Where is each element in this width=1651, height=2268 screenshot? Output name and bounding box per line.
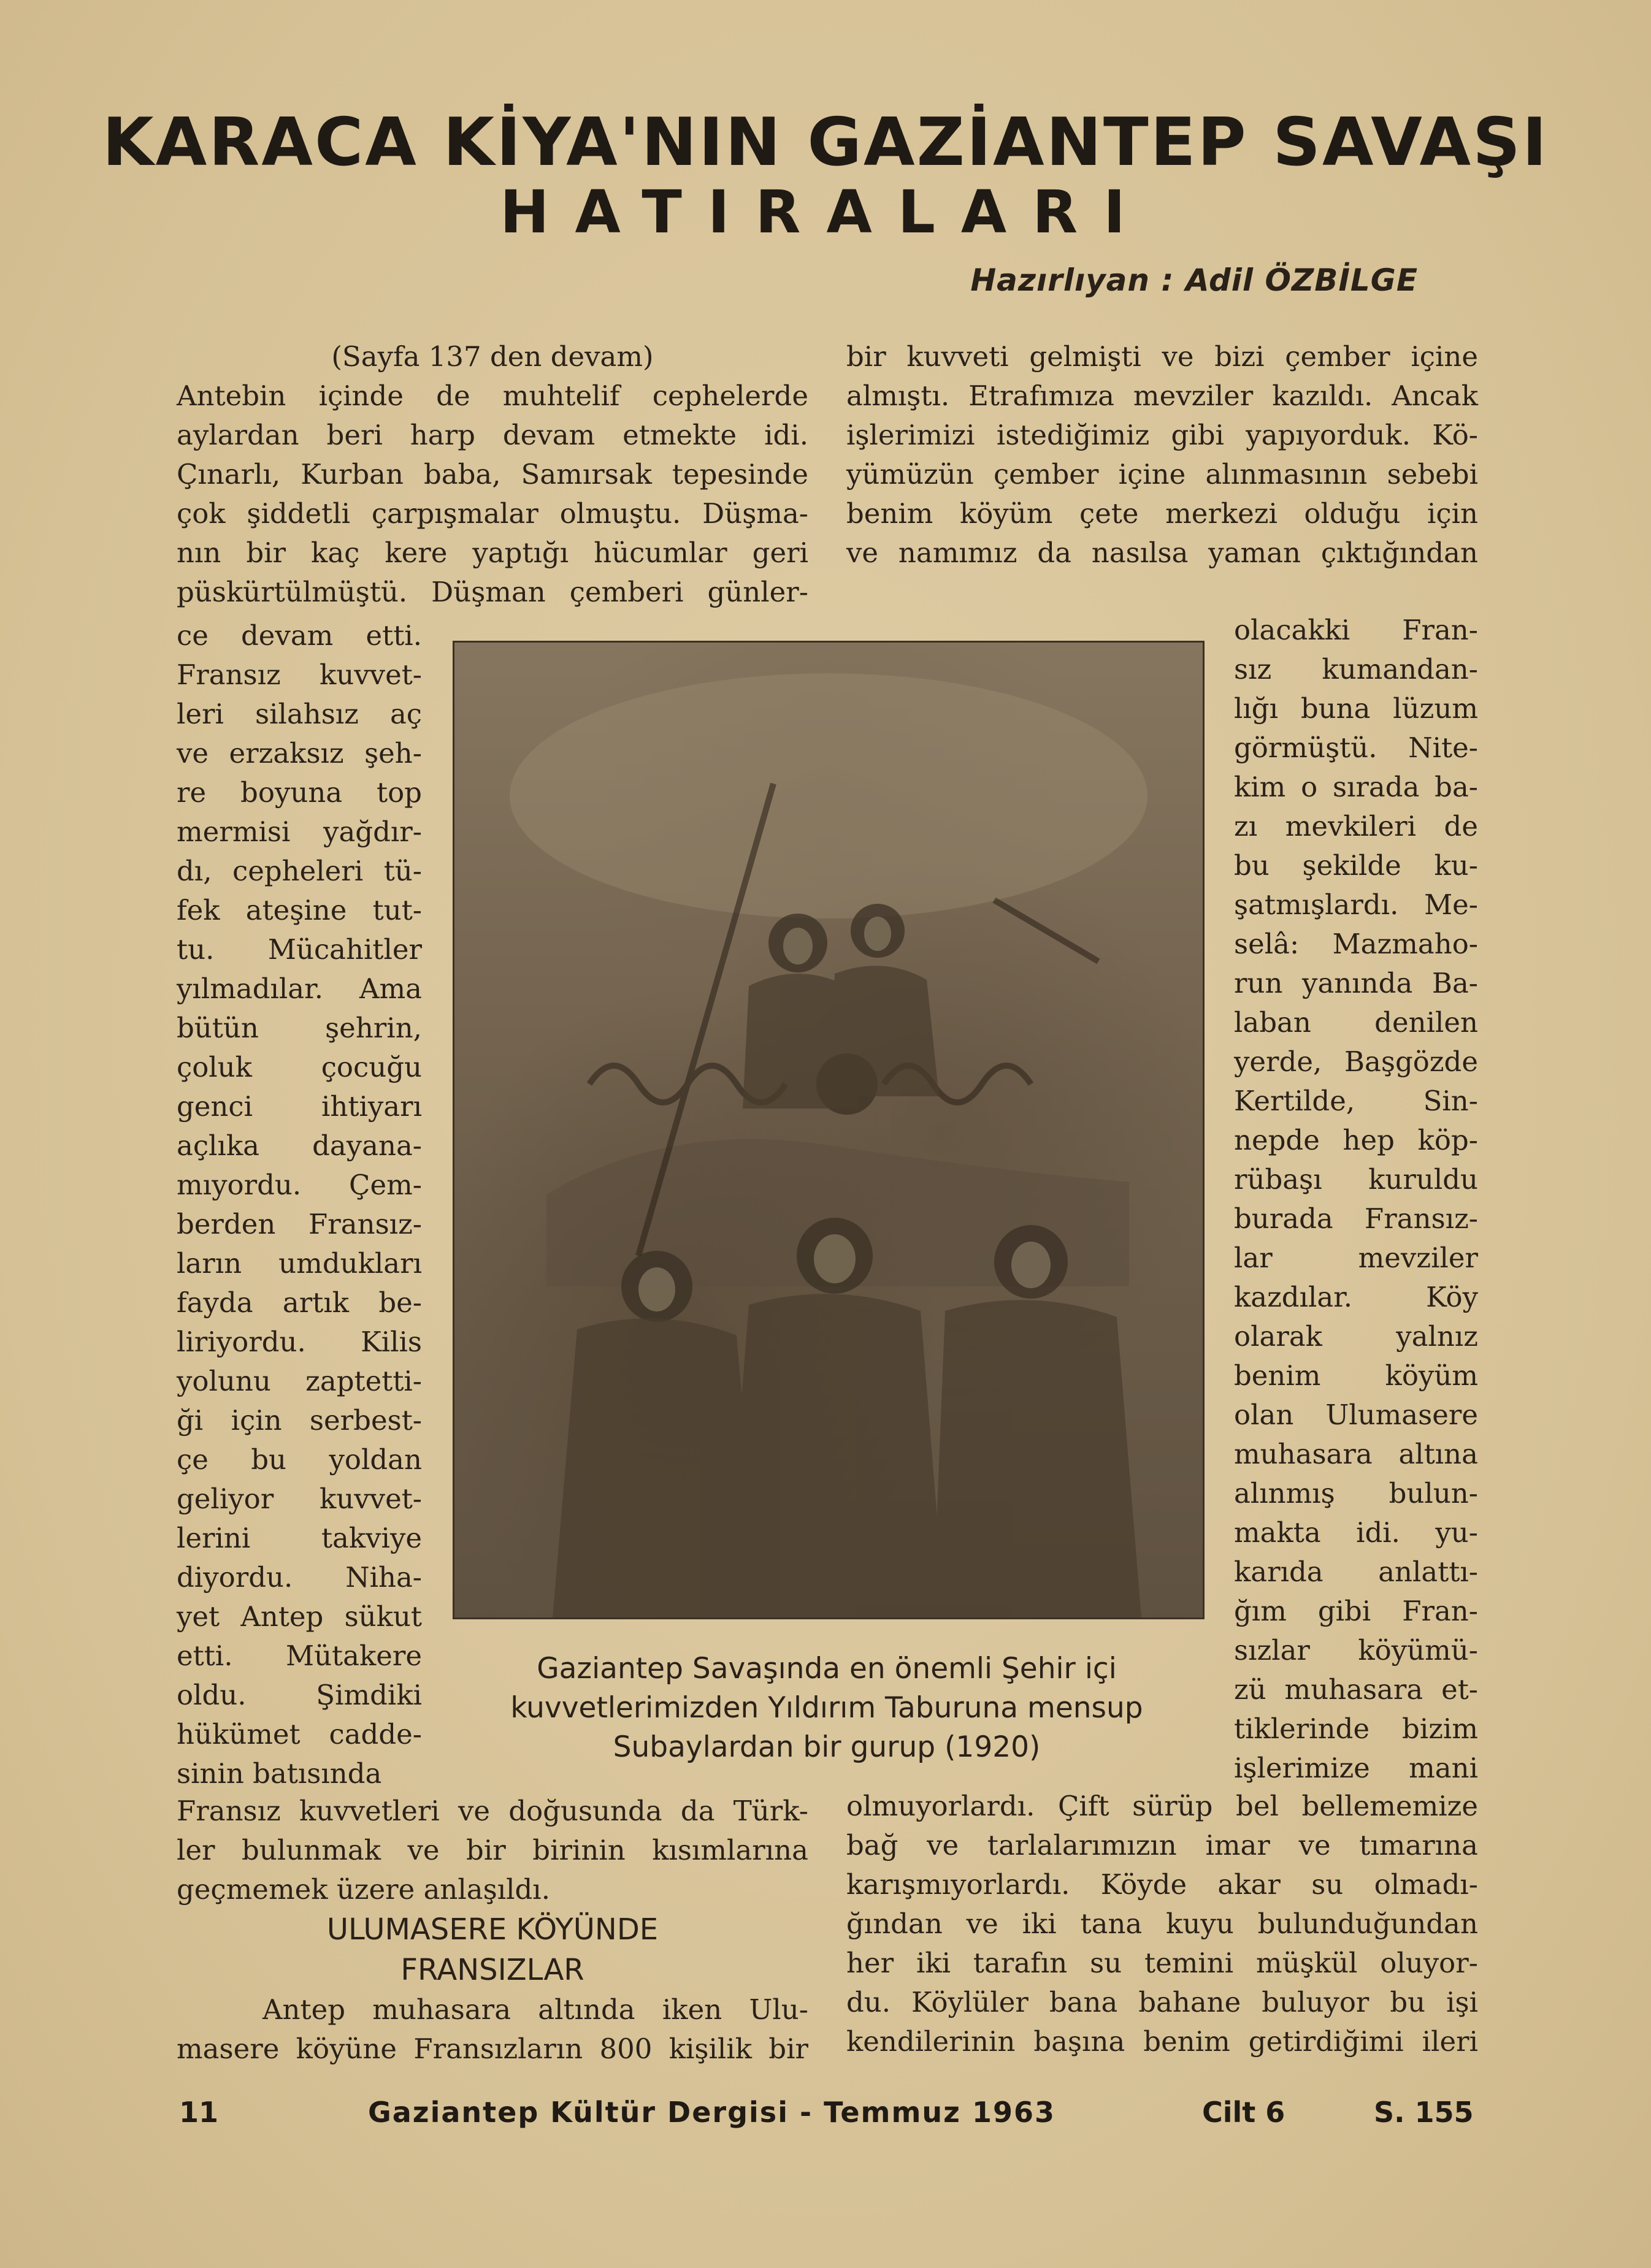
text-line: oldu. Şimdiki bbox=[177, 1679, 422, 1711]
text-line: tu. Mücahitler bbox=[177, 933, 422, 966]
text-line: benim köyüm bbox=[1234, 1359, 1478, 1392]
section-heading: FRANSIZLAR bbox=[400, 1953, 584, 1987]
text-line: du. Köylüler bana bahane buluyor bu işi bbox=[846, 1986, 1478, 2018]
text-line: bu şekilde ku- bbox=[1234, 849, 1478, 882]
text-line: genci ihtiyarı bbox=[177, 1090, 422, 1123]
text-line: ve namımız da nasılsa yaman çıktığından bbox=[846, 536, 1478, 569]
text-line: nın bir kaç kere yaptığı hücumlar geri bbox=[177, 536, 808, 569]
text-line: burada Fransız- bbox=[1234, 1202, 1478, 1235]
text-line: ğım gibi Fran- bbox=[1234, 1595, 1478, 1627]
text-line: karıda anlattı- bbox=[1234, 1556, 1478, 1588]
text-line: zı mevkileri de bbox=[1234, 810, 1478, 842]
text-line: sız kumandan- bbox=[1234, 653, 1478, 685]
article-title: KARACA KİYA'NIN GAZİANTEP SAVAŞI bbox=[102, 104, 1549, 181]
text-line: ve erzaksız şeh- bbox=[177, 737, 422, 769]
caption-line: Subaylardan bir gurup (1920) bbox=[613, 1730, 1041, 1764]
text-line: lerini takviye bbox=[177, 1522, 422, 1554]
text-line: (Sayfa 137 den devam) bbox=[331, 340, 654, 373]
text-line: çoluk çocuğu bbox=[177, 1051, 422, 1083]
photo-caption bbox=[453, 1649, 1201, 1767]
text-line: nepde hep köp- bbox=[1234, 1124, 1478, 1156]
text-line: fek ateşine tut- bbox=[177, 894, 422, 926]
text-line: yılmadılar. Ama bbox=[177, 972, 422, 1005]
text-line: etti. Mütakere bbox=[177, 1640, 422, 1672]
text-line: çok şiddetli çarpışmalar olmuştu. Düşma- bbox=[177, 497, 808, 530]
text-line: makta idi. yu- bbox=[1234, 1516, 1478, 1549]
text-line: işlerimize mani bbox=[1234, 1752, 1478, 1784]
right-column-bottom bbox=[846, 1787, 1478, 2061]
text-line: muhasara altına bbox=[1234, 1438, 1478, 1470]
text-line: dı, cepheleri tü- bbox=[177, 855, 422, 887]
right-column-narrow bbox=[1234, 611, 1478, 1788]
text-line: ler bulunmak ve bir birinin kısımlarına bbox=[177, 1834, 808, 1866]
volume-label: Cilt 6 bbox=[1202, 2096, 1285, 2129]
caption-line: kuvvetlerimizden Yıldırım Taburuna mensup bbox=[510, 1691, 1143, 1725]
left-column-bottom bbox=[177, 1792, 808, 2069]
byline: Hazırlıyan : Adil ÖZBİLGE bbox=[970, 262, 1418, 298]
text-line: bağ ve tarlalarımızın imar ve tımarına bbox=[846, 1829, 1478, 1861]
historical-group-photo bbox=[453, 641, 1205, 1619]
text-line: run yanında Ba- bbox=[1234, 967, 1478, 999]
text-line: Kertilde, Sin- bbox=[1234, 1085, 1478, 1117]
text-line: Çınarlı, Kurban baba, Samırsak tepesinde bbox=[177, 458, 808, 491]
text-line: benim köyüm çete merkezi olduğu için bbox=[846, 497, 1478, 530]
text-line: tiklerinde bizim bbox=[1234, 1712, 1478, 1745]
section-heading: ULUMASERE KÖYÜNDE bbox=[326, 1912, 659, 1947]
text-line: her iki tarafın su temini müşkül oluyor- bbox=[846, 1947, 1478, 1979]
text-line: püskürtülmüştü. Düşman çemberi günler- bbox=[177, 576, 808, 608]
text-line: ce devam etti. bbox=[177, 619, 422, 652]
text-line: ği için serbest- bbox=[177, 1404, 422, 1437]
text-line: olan Ulumasere bbox=[1234, 1399, 1478, 1431]
text-line: almıştı. Etrafımıza mevziler kazıldı. Ancak bbox=[846, 380, 1478, 412]
text-line: geçmemek üzere anlaşıldı. bbox=[177, 1873, 550, 1906]
text-line: lar mevziler bbox=[1234, 1242, 1478, 1274]
text-line: Fransız kuvvetleri ve doğusunda da Türk- bbox=[177, 1795, 808, 1827]
text-line: mıyordu. Çem- bbox=[177, 1169, 422, 1201]
text-line: kazdılar. Köy bbox=[1234, 1281, 1478, 1313]
text-line: karışmıyorlardı. Köyde akar su olmadı- bbox=[846, 1868, 1478, 1901]
text-line: açlıka dayana- bbox=[177, 1129, 422, 1162]
caption-line: Gaziantep Savaşında en önemli Şehir içi bbox=[537, 1652, 1117, 1686]
text-line: görmüştü. Nite- bbox=[1234, 731, 1478, 764]
page-number: 11 bbox=[179, 2096, 219, 2129]
text-line: yet Antep sükut bbox=[177, 1600, 422, 1633]
text-line: leri silahsız aç bbox=[177, 698, 422, 730]
text-line: olmuyorlardı. Çift sürüp bel bellememize bbox=[846, 1790, 1478, 1822]
text-line: aylardan beri harp devam etmekte idi. bbox=[177, 419, 808, 451]
left-column-top bbox=[177, 337, 808, 612]
text-line: yümüzün çember içine alınmasının sebebi bbox=[846, 458, 1478, 491]
text-line: çe bu yoldan bbox=[177, 1443, 422, 1476]
text-line: kim o sırada ba- bbox=[1234, 771, 1478, 803]
text-line: sinin batısında bbox=[177, 1757, 382, 1790]
magazine-issue: Gaziantep Kültür Dergisi - Temmuz 1963 bbox=[368, 2096, 1055, 2129]
photo-illustration bbox=[454, 643, 1203, 1617]
text-line: liriyordu. Kilis bbox=[177, 1326, 422, 1358]
text-line: laban denilen bbox=[1234, 1006, 1478, 1039]
text-line: işlerimizi istediğimiz gibi yapıyorduk. Kö- bbox=[846, 419, 1478, 451]
text-line: bir kuvveti gelmişti ve bizi çember içine bbox=[846, 340, 1478, 373]
text-line: kendilerinin başına benim getirdiğimi ileri bbox=[846, 2025, 1478, 2058]
text-line: alınmış bulun- bbox=[1234, 1477, 1478, 1510]
issue-number: S. 155 bbox=[1374, 2096, 1474, 2129]
text-line: yerde, Başgözde bbox=[1234, 1045, 1478, 1078]
text-line: re boyuna top bbox=[177, 776, 422, 809]
article-subtitle: HATIRALARI bbox=[500, 178, 1151, 246]
text-line: olarak yalnız bbox=[1234, 1320, 1478, 1353]
left-column-narrow bbox=[177, 616, 422, 1793]
text-line: diyordu. Niha- bbox=[177, 1561, 422, 1594]
text-line: ğından ve iki tana kuyu bulunduğundan bbox=[846, 1907, 1478, 1940]
text-line: berden Fransız- bbox=[177, 1208, 422, 1240]
right-column-top bbox=[846, 337, 1478, 573]
text-line: sızlar köyümü- bbox=[1234, 1634, 1478, 1667]
text-line: zü muhasara et- bbox=[1234, 1673, 1478, 1706]
text-line: Antebin içinde de muhtelif cephelerde bbox=[177, 380, 808, 412]
page-footer bbox=[172, 2096, 1484, 2139]
text-line: olacakki Fran- bbox=[1234, 614, 1478, 646]
text-line: hükümet cadde- bbox=[177, 1718, 422, 1751]
text-line: şatmışlardı. Me- bbox=[1234, 888, 1478, 921]
text-line: lığı buna lüzum bbox=[1234, 692, 1478, 725]
text-line: masere köyüne Fransızların 800 kişilik bir bbox=[177, 2033, 808, 2065]
text-line: yolunu zaptetti- bbox=[177, 1365, 422, 1397]
text-line: bütün şehrin, bbox=[177, 1012, 422, 1044]
text-line: rübaşı kuruldu bbox=[1234, 1163, 1478, 1196]
text-line: geliyor kuvvet- bbox=[177, 1483, 422, 1515]
text-line: fayda artık be- bbox=[177, 1286, 422, 1319]
text-line: mermisi yağdır- bbox=[177, 815, 422, 848]
text-line: selâ: Mazmaho- bbox=[1234, 928, 1478, 960]
text-line: ların umdukları bbox=[177, 1247, 422, 1280]
text-line: Antep muhasara altında iken Ulu- bbox=[262, 1993, 808, 2026]
text-line: Fransız kuvvet- bbox=[177, 659, 422, 691]
